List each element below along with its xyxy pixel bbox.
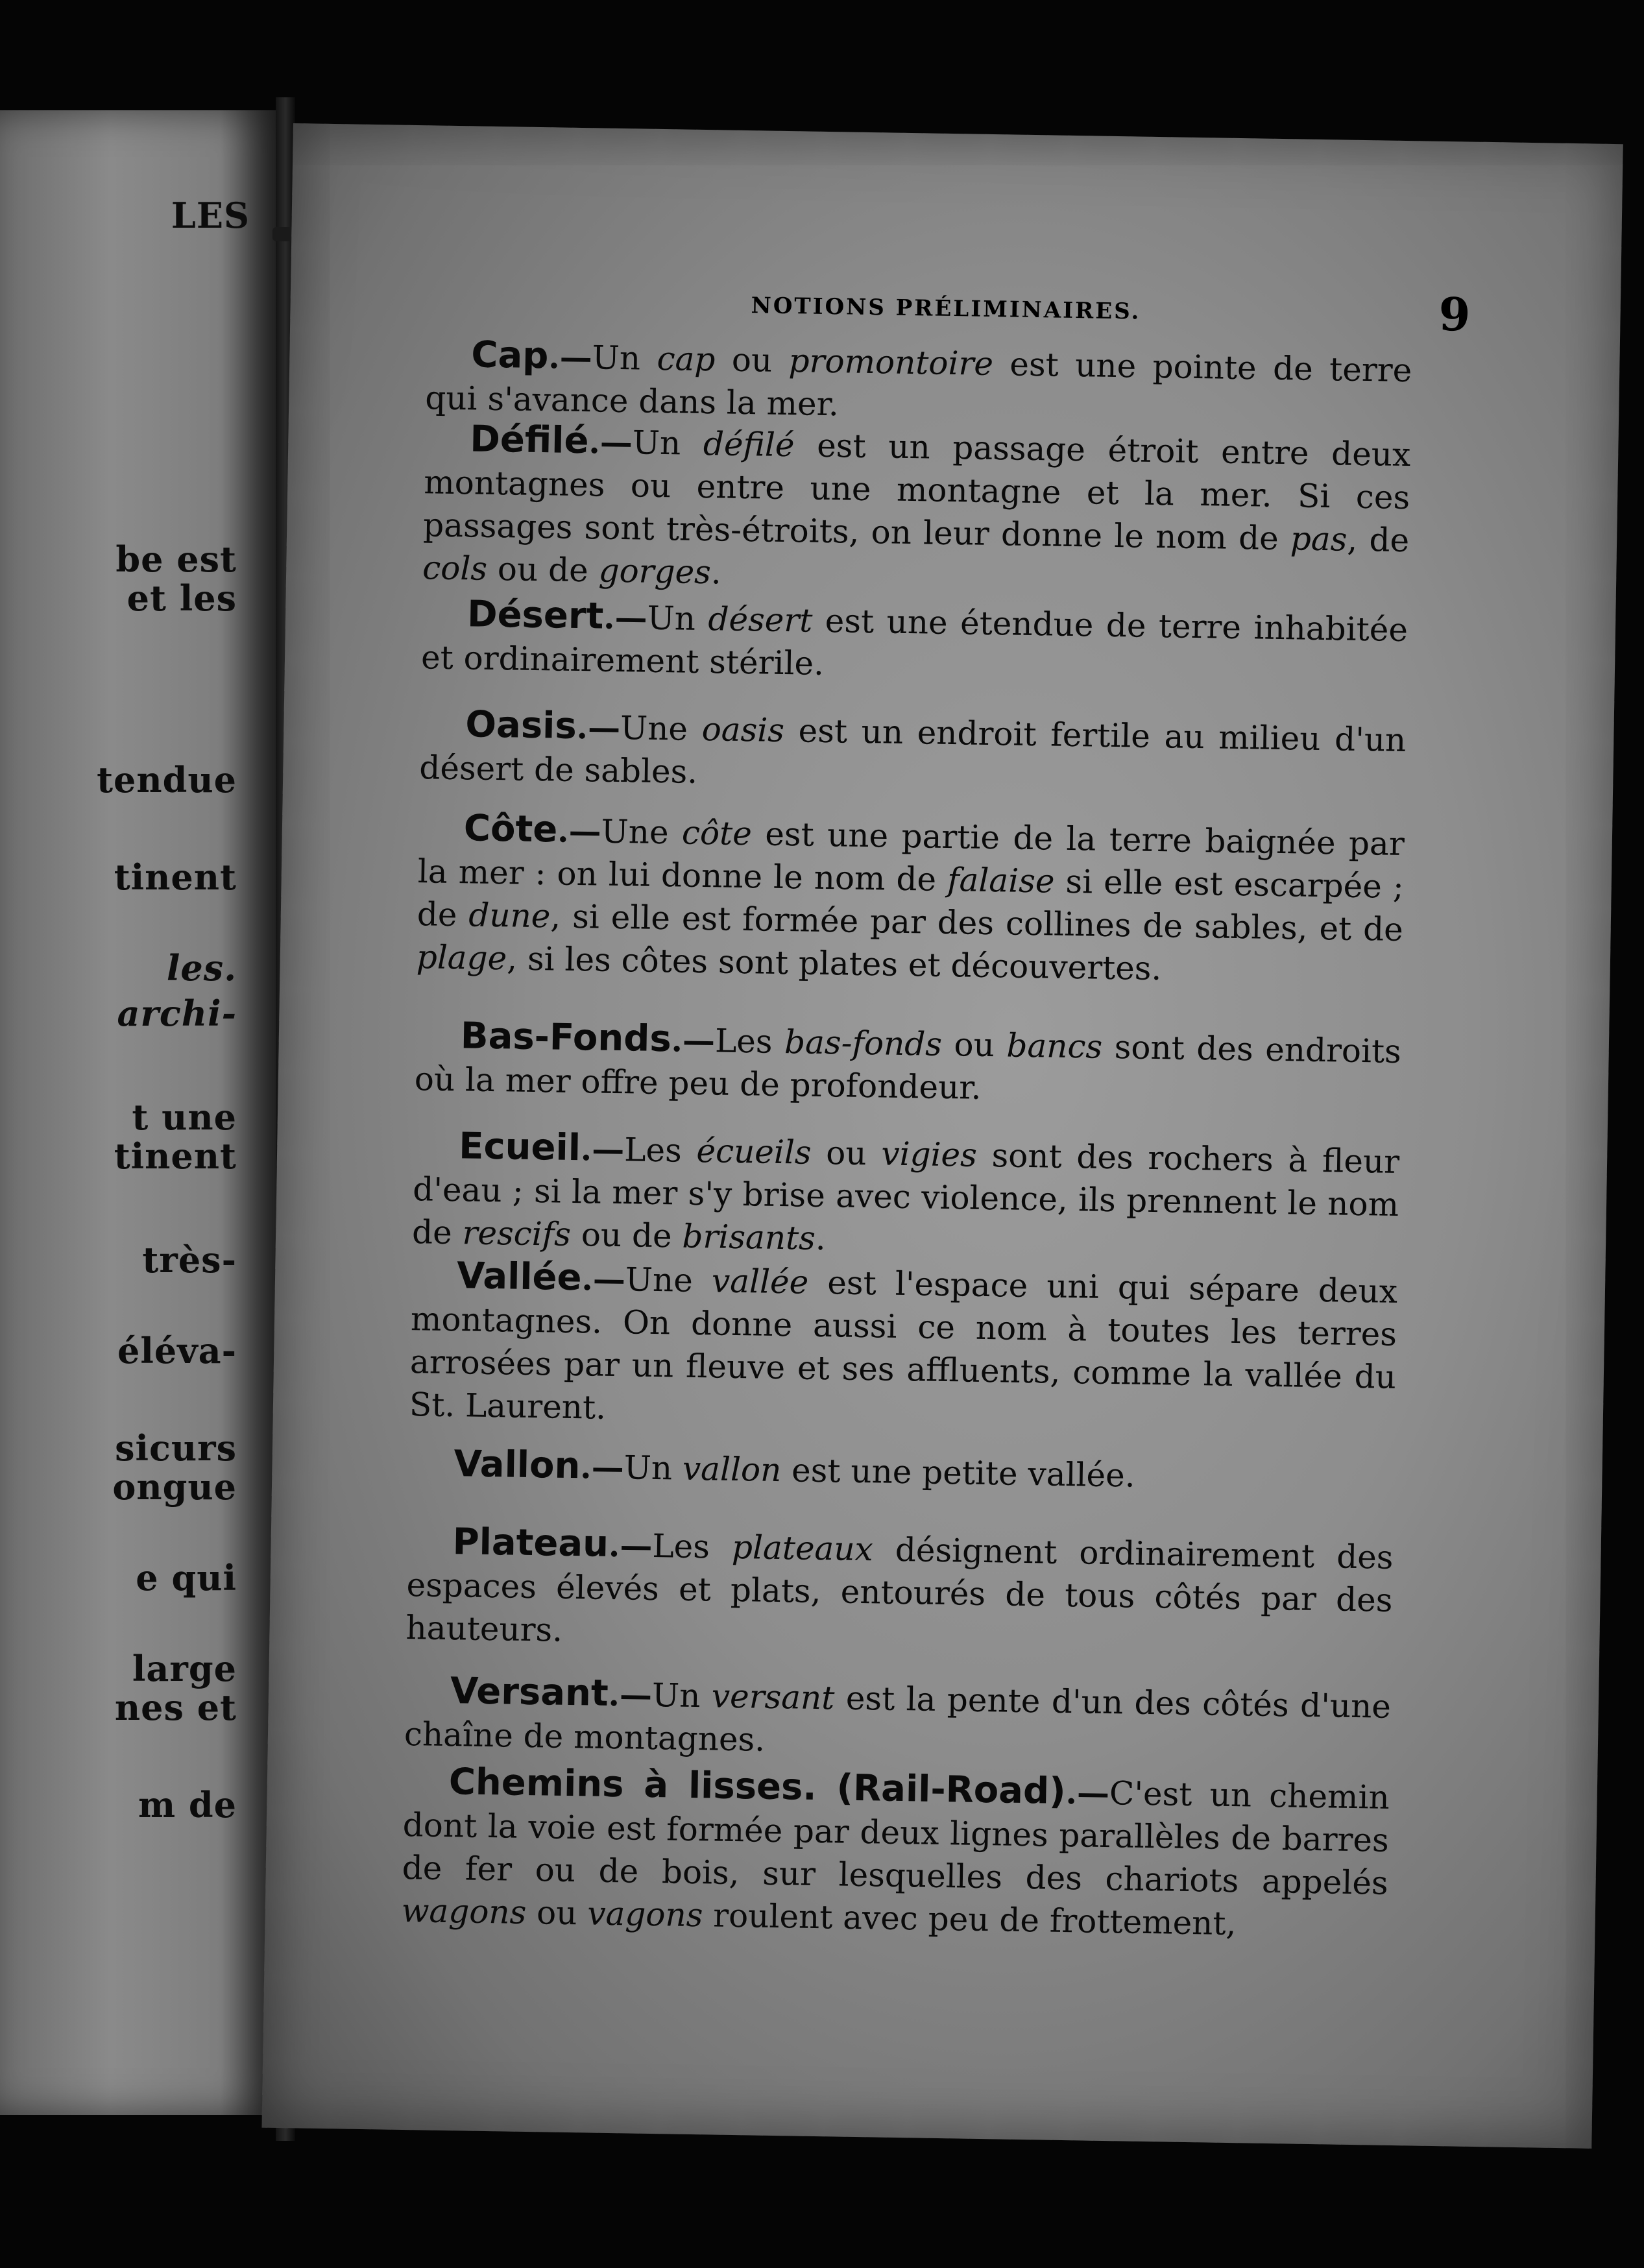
term-separator: .—	[671, 1020, 716, 1060]
term-separator: .—	[557, 811, 602, 850]
definition-term: Désert	[466, 593, 604, 638]
italic-term: bancs	[1006, 1026, 1103, 1066]
running-head: NOTIONS PRÉLIMINAIRES.	[751, 293, 1141, 325]
italic-term: gorges	[598, 551, 712, 592]
term-separator: .—	[580, 1129, 625, 1169]
italic-term: plateaux	[731, 1528, 874, 1569]
definition-entry	[404, 1669, 1392, 1771]
definition-term: Chemins à lisses. (Rail-Road)	[448, 1761, 1067, 1813]
definition-entry	[419, 703, 1407, 804]
definition-entry	[416, 806, 1405, 994]
definition-entry	[401, 1760, 1390, 1948]
italic-term: versant	[711, 1677, 835, 1717]
left-page-line: très-	[142, 1239, 237, 1281]
left-page-line: et les	[127, 577, 237, 619]
italic-term: pas	[1290, 520, 1348, 559]
term-separator: .—	[608, 1674, 653, 1714]
left-page-line: ongue	[112, 1466, 237, 1508]
definition-text: , si les côtes sont plates et découvertes.	[506, 939, 1162, 988]
definition-text: est une partie de la terre baignée par la mer : on lui donne le nom de	[417, 815, 1405, 899]
italic-term: vagons	[586, 1894, 703, 1935]
definition-text: ou	[811, 1133, 882, 1173]
definition-text: Un	[623, 1449, 683, 1488]
term-separator: .—	[588, 422, 633, 462]
definition-text: , si elle est formée par des collines de sables, et de	[550, 897, 1404, 949]
definition-term: Défilé	[469, 418, 590, 463]
definition-text: ou	[941, 1025, 1007, 1065]
definition-text: .	[815, 1219, 827, 1258]
definition-text: Un	[592, 339, 658, 378]
definition-text: sont des rochers à fleur d'eau ; si la mer s'y brise avec violence, ils prennent le nom de	[411, 1136, 1400, 1252]
italic-term: bas-fonds	[784, 1023, 943, 1063]
definition-term: Ecueil	[458, 1125, 581, 1170]
italic-term: cols	[422, 549, 488, 588]
left-page-line: m de	[138, 1784, 237, 1826]
left-page-line: be est	[115, 538, 237, 580]
definition-text: est un passage étroit entre deux montagnes ou entre une montagne et la mer. Si ces passages sont très-étroits, on leur donne le nom de	[422, 426, 1411, 558]
definition-text: Une	[601, 812, 683, 852]
definition-text: Les	[714, 1022, 785, 1061]
definition-term: Côte	[463, 807, 558, 851]
definition-text: , de	[1346, 520, 1410, 560]
italic-term: vallon	[682, 1449, 782, 1490]
definition-text: sont des endroits où la mer offre peu de profondeur.	[414, 1028, 1402, 1107]
definition-text: est une petite vallée.	[780, 1451, 1136, 1495]
italic-term: oasis	[701, 710, 785, 750]
definition-text: est un endroit fertile au milieu d'un désert de sables.	[418, 712, 1407, 791]
italic-term: écueils	[696, 1131, 812, 1172]
definition-term: Vallon	[453, 1443, 581, 1488]
left-page-line: éléva-	[117, 1330, 237, 1371]
left-page-line: t une	[132, 1096, 237, 1138]
italic-term: wagons	[401, 1891, 527, 1931]
left-page-line: tinent	[114, 1135, 237, 1177]
left-page-line: tendue	[97, 759, 237, 801]
definition-text: est une pointe de terre qui s'avance dans la mer.	[424, 344, 1412, 424]
definition-text: ou de	[487, 549, 599, 590]
italic-term: rescifs	[462, 1214, 572, 1253]
italic-term: dune	[468, 896, 551, 935]
definition-term: Bas-Fonds	[460, 1015, 672, 1061]
italic-term: vallée	[711, 1262, 809, 1301]
definition-text: Un	[632, 424, 704, 463]
definition-entry	[421, 592, 1408, 694]
definition-text: désignent ordinairement des espaces élevés et plats, entourés de tous côtés par des hauteurs.	[405, 1530, 1394, 1649]
term-separator: .—	[579, 1447, 625, 1487]
left-page-line: LES	[171, 195, 250, 236]
definition-text: est l'espace uni qui sépare deux montagnes. On donne aussi ce nom à toutes les terres arrosées par un fleuve et ses affluents, comme la vallée du St. Laurent.	[409, 1263, 1398, 1427]
italic-term: plage	[416, 938, 507, 978]
definition-entry	[409, 1254, 1397, 1442]
italic-term: défilé	[703, 424, 795, 464]
right-page	[261, 123, 1623, 2149]
definition-term: Vallée	[456, 1255, 583, 1299]
definition-term: Oasis	[465, 703, 577, 747]
definition-entry	[405, 1520, 1394, 1665]
definition-text: Une	[620, 709, 703, 749]
definition-text: Un	[647, 599, 708, 638]
left-page-line: archi-	[117, 993, 237, 1034]
term-separator: .—	[608, 1525, 653, 1565]
left-page-fragment	[0, 110, 276, 2115]
left-page-line: sicurs	[115, 1427, 237, 1469]
left-page-line: e qui	[136, 1557, 237, 1598]
term-separator: .—	[1065, 1773, 1110, 1813]
definition-text: roulent avec peu de frottement,	[702, 1896, 1237, 1943]
left-page-line: large	[132, 1648, 237, 1689]
definition-entry	[414, 1014, 1401, 1116]
page-number: 9	[1438, 287, 1471, 342]
italic-term: désert	[708, 600, 813, 640]
definition-term: Plateau	[452, 1521, 609, 1565]
definition-text: Les	[623, 1131, 697, 1170]
italic-term: cap	[657, 339, 716, 379]
definition-text: C'est un chemin dont la voie est formée par deux lignes parallèles de barres de fer ou de bois, sur lesquelles des chariots appelés	[402, 1774, 1390, 1902]
definition-text: ou	[714, 341, 790, 380]
definition-text: Un	[651, 1676, 712, 1715]
definition-entry	[422, 417, 1411, 605]
definition-entry	[408, 1442, 1395, 1501]
term-separator: .—	[548, 337, 593, 377]
italic-term: brisants	[682, 1217, 816, 1257]
left-page-line: les.	[166, 947, 237, 989]
left-page-line: tinent	[114, 856, 237, 898]
definition-text: Les	[652, 1526, 732, 1566]
term-separator: .—	[581, 1259, 626, 1299]
definition-text: ou de	[570, 1215, 683, 1255]
definition-text: Une	[625, 1261, 712, 1300]
italic-term: falaise	[947, 860, 1055, 900]
definition-entry	[412, 1124, 1400, 1269]
definition-term: Versant	[450, 1670, 609, 1715]
definition-text: ou	[526, 1893, 588, 1933]
term-separator: .—	[603, 597, 648, 637]
left-page-line: nes et	[114, 1687, 237, 1728]
italic-term: promontoire	[788, 342, 994, 383]
term-separator: .—	[576, 707, 621, 747]
definition-text: est la pente d'un des côtés d'une chaîne de montagnes.	[404, 1679, 1392, 1759]
italic-term: vigies	[880, 1135, 978, 1174]
definition-text: si elle est escarpée ; de	[417, 862, 1405, 934]
definition-text: est une étendue de terre inhabitée et ordinairement stérile.	[420, 601, 1408, 682]
definition-text: .	[710, 553, 722, 592]
definition-term: Cap	[470, 333, 549, 378]
italic-term: côte	[681, 814, 753, 853]
